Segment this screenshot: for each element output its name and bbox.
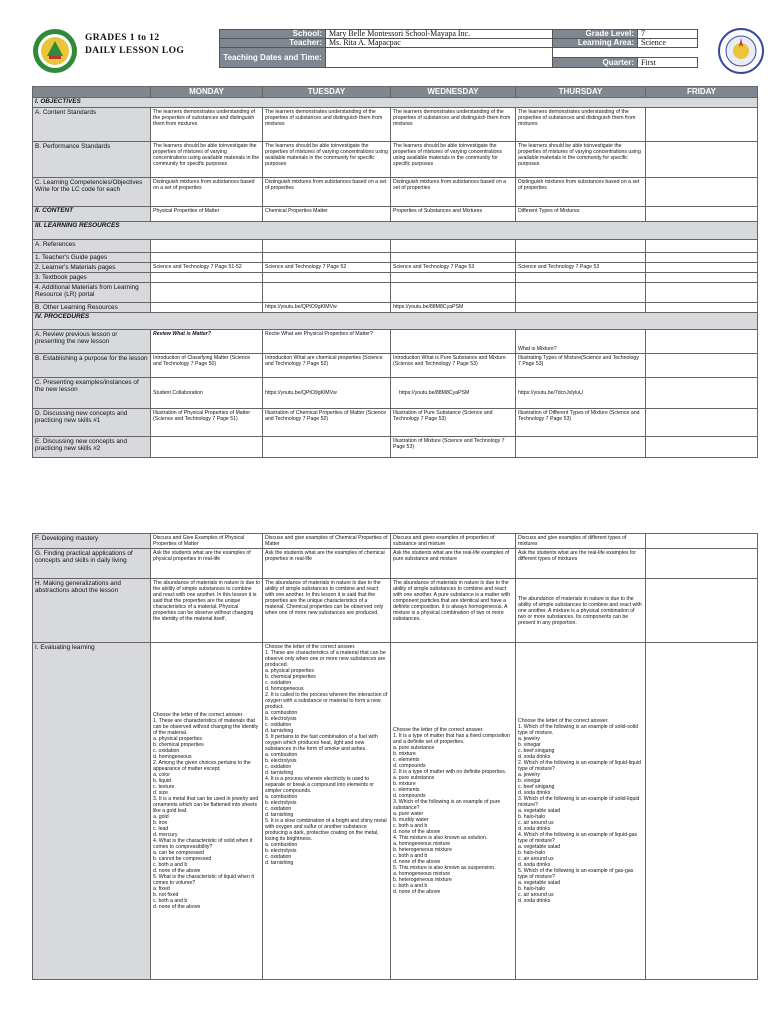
cell-wed: The learners should be able toinvestigate the properties of mixtures of varying concentrations using available materials in the community for specific purposes xyxy=(391,142,516,178)
grade-value: 7 xyxy=(638,30,698,39)
cell-mon: Physical Properties of Matter xyxy=(151,207,263,222)
row-label: 2. Learner's Materials pages xyxy=(33,263,151,273)
row-label: D. Discussing new concepts and practicing new skills #1 xyxy=(33,409,151,437)
cell-thu: The learners demonstrates understanding of the properties of substances and distinguish them from mixtures xyxy=(516,108,646,142)
row-label: A. Content Standards xyxy=(33,108,151,142)
grade-label: Grade Level: xyxy=(553,30,638,39)
review-row xyxy=(33,330,758,354)
cell-wed: Distinguish mixtures from substances based on a set of properties xyxy=(391,178,516,207)
cell-mon: The learners should be able toinvestigate the properties of mixtures of varying concentrations using available materials in the community for specific purposes xyxy=(151,142,263,178)
cell-thu: Illustrating Types of Mixture(Science and Technology 7 Page 53) xyxy=(516,354,646,378)
teacher-value: Ms. Rita A. Mapacpac xyxy=(326,39,553,48)
cell-wed[interactable]: https://youtu.be/88M8CyaPSM xyxy=(391,303,516,313)
cell-thu xyxy=(516,437,646,458)
presenting-row xyxy=(33,378,758,409)
cell-tue: Chemical Properties Matter xyxy=(263,207,391,222)
performance-standards-row xyxy=(33,142,758,178)
day-tuesday: TUESDAY xyxy=(263,87,391,98)
cell-wed: Science and Technology 7 Page 53 xyxy=(391,263,516,273)
cell-tue: Science and Technology 7 Page 52 xyxy=(263,263,391,273)
cell-tue: Recite What are Physical Properties of Matter? xyxy=(263,330,391,354)
department-seal-icon xyxy=(718,28,764,74)
lm-pages-row xyxy=(33,263,758,273)
content-row xyxy=(33,207,758,222)
cell-tue: The learners demonstrates understanding of the properties of substances and distinguish them from mixtures xyxy=(263,108,391,142)
day-header-row xyxy=(33,87,758,98)
discussing2-row xyxy=(33,437,758,458)
cell-fri xyxy=(646,207,758,222)
cell-tue: Distinguish mixtures from substances based on a set of properties xyxy=(263,178,391,207)
cell-wed: The abundance of materials in nature is due to the ability of simple substances to combine and react with one another. A pure substance is a matter with component particles that are identical and have a definite composition. It is always homogeneous. A mixture is a physical combination of two or more substances. xyxy=(391,579,516,643)
lesson-log-table-bottom xyxy=(32,533,758,980)
cell-wed xyxy=(391,330,516,354)
row-label: I. Evaluating learning xyxy=(33,643,151,980)
lesson-log-table-top xyxy=(32,86,758,458)
row-label: 4. Additional Materials from Learning Resource (LR) portal xyxy=(33,283,151,303)
row-label: B. Other Learning Resources xyxy=(33,303,151,313)
cell-mon: Science and Technology 7 Page 51-52 xyxy=(151,263,263,273)
cell-thu: Distinguish mixtures from substances based on a set of properties xyxy=(516,178,646,207)
cell-wed: Illustration of Pure Substance (Science and Technology 7 Page 53) xyxy=(391,409,516,437)
cell-tue: Choose the letter of the correct answer. 1. These are characteristics of a material that can be observe only when one or more new substances are produced. a. physical properties b. chemical properties c. oxidation d. homogeneous 2. It is called to the process wherein the interaction of oxygen with a substance or material to form a new product. a. combustion b. electrolysis c. oxidation d. tarnishing 3. It pertains to the fast combination of a fuel with oxygen which produces heat, light and new substances in the form of smoke and ashes. a. combustion b. electrolysis c. oxidation d. tarnishing 4. It is a process wherein electricity is used to separate or break a compound into elements or simpler compounds. a. combustion b. electrolysis c. oxidation d. tarnishing 5. It is a slow combination of a bright and shiny metal with oxygen and sulfur or another substance producing a dark, protective coating on the metal, losing its brightness. a. combustion b. electrolysis c. oxidation d. tarnishing xyxy=(263,643,391,980)
cell-mon: Introduction of Classifying Matter (Science and Technology 7 Page 50) xyxy=(151,354,263,378)
header-info-table xyxy=(219,29,698,68)
cell-wed: Properties of Substances and Mixtures xyxy=(391,207,516,222)
cell-tue: Discuss and give examples of Chemical Properties of Matter xyxy=(263,534,391,549)
cell-thu: Science and Technology 7 Page 53 xyxy=(516,263,646,273)
procedures-heading: IV. PROCEDURES xyxy=(33,313,758,330)
cell-wed: The learners demonstrates understanding of the properties of substances and distinguish them from mixtures xyxy=(391,108,516,142)
content-heading: II. CONTENT xyxy=(33,207,151,222)
objectives-heading: I. OBJECTIVES xyxy=(33,98,758,108)
cell-tue: Illustration of Chemical Properties of Matter (Science and Technology 7 Page 52) xyxy=(263,409,391,437)
day-friday: FRIDAY xyxy=(646,87,758,98)
day-wednesday: WEDNESDAY xyxy=(391,87,516,98)
row-label: 3. Textbook pages xyxy=(33,273,151,283)
cell-wed[interactable]: https://youtu.be/88M8CyaPSM xyxy=(391,378,516,409)
dates-value xyxy=(326,48,553,68)
school-label: School: xyxy=(220,30,326,39)
cell-thu: Discuss and give examples of different types of mixtures xyxy=(516,534,646,549)
log-title xyxy=(85,32,184,58)
cell-wed: Ask the students what are the real-life examples of pure substance and mixture xyxy=(391,549,516,579)
row-label: B. Establishing a purpose for the lesson xyxy=(33,354,151,378)
row-label: C. Presenting examples/instances of the new lesson xyxy=(33,378,151,409)
objectives-section-row xyxy=(33,98,758,108)
school-value: Mary Belle Montessori School-Mayapa Inc. xyxy=(326,30,553,39)
day-thursday: THURSDAY xyxy=(516,87,646,98)
cell-tue: The learners should be able toinvestigate the properties of mixtures of varying concentrations using available materials in the community for specific purposes xyxy=(263,142,391,178)
title-line2: DAILY LESSON LOG xyxy=(85,46,185,56)
row-label: 1. Teacher's Guide pages xyxy=(33,253,151,263)
deped-seal-icon xyxy=(32,28,78,74)
generalizations-row xyxy=(33,579,758,643)
cell-mon xyxy=(151,437,263,458)
row-label: G. Finding practical applications of concepts and skills in daily living xyxy=(33,549,151,579)
teacher-label: Teacher: xyxy=(220,39,326,48)
row-label: E. Discussing new concepts and practicing new skills #2 xyxy=(33,437,151,458)
quarter-value: First xyxy=(638,58,698,68)
cell-fri xyxy=(646,643,758,980)
additional-materials-row xyxy=(33,283,758,303)
cell-fri xyxy=(646,108,758,142)
cell-wed: Choose the letter of the correct answer. 1. It is a type of matter that has a fixed composition and a definite set of properties. a. pure substance b. mixture c. elements d. compounds 2. It is a type of matter with no definite properties. a. pure substance b. mixture c. elements d. compounds 3. Which of the following is an example of pure substance? a. pure water b. muddy water c. both a and b d. none of the above 4. This mixture is also known as solution. a. homogeneous mixture b. heterogeneous mixture c. both a and b d. none of the above 5. This mixture is also known as suspension. a. homogeneous mixture b. heterogeneous mixture c. both a and b d. none of the above xyxy=(391,643,516,980)
cell-wed: Discuss and gives examples of properties of substance and mixture xyxy=(391,534,516,549)
cell-tue[interactable]: https://youtu.be/QPtO9gKlMVw xyxy=(263,303,391,313)
discussing1-row xyxy=(33,409,758,437)
day-monday: MONDAY xyxy=(151,87,263,98)
resources-section-row xyxy=(33,222,758,240)
row-label: A. References xyxy=(33,240,151,253)
title-line1: GRADES 1 to 12 xyxy=(85,33,160,43)
cell-mon: Illustration of Physical Properties of Matter (Science and Technology 7 Page 51) xyxy=(151,409,263,437)
cell-mon: Distinguish mixtures from substances based on a set of properties xyxy=(151,178,263,207)
cell-mon: Choose the letter of the correct answer. 1. These are characteristics of materials that can be observed without changing the identity of the material. a. physical properties b. chemical properties c. oxidation d. homogeneous 2. Among the given choices pertains to the appearance of matter except; a. color b. liquid c. texture d. size 3. It is a metal that can be used in jewelry and ornaments which can be flattened into sheets like a gold leaf. a. gold b. iron c. lead d. mercury 4. What is the characteristic of solid when it comes to compressibility? a. can be compressed b. cannot be compressed c. both a and b d. none of the above 5. What is the characteristic of liquid when it comes to volume? a. fixed b. not fixed c. both a and b d. none of the above xyxy=(151,643,263,980)
row-label: A. Review previous lesson or presenting the new lesson xyxy=(33,330,151,354)
other-resources-row xyxy=(33,303,758,313)
row-label: C. Learning Competencies/Objectives Write for the LC code for each xyxy=(33,178,151,207)
cell-mon: The abundance of materials in nature is due to the ability of simple substances to combine and react with one another. In this lesson it is said that the properties are the unique characteristics of a material. Physical properties can be observe without changing the identity of the material itself. xyxy=(151,579,263,643)
cell-tue: The abundance of materials in nature is due to the ability of simple substances to combine and react with one another. In this lesson it is said that the properties are the unique characteristics of a material. Chemical properties can be observed only when one of more new substances are produced. xyxy=(263,579,391,643)
cell-thu: Ask the students what are the real-life examples for different types of mixtures xyxy=(516,549,646,579)
cell-fri xyxy=(646,142,758,178)
cell-wed: Introduction What is Pure Substance and Mixture (Science and Technology 7 Page 53) xyxy=(391,354,516,378)
applications-row xyxy=(33,549,758,579)
cell-thu: Illustration of Different Types of Mixture (Science and Technology 7 Page 53) xyxy=(516,409,646,437)
cell-mon: The learners demonstrates understanding of the properties of substances and distinguish them from mixtures xyxy=(151,108,263,142)
cell-mon: Review What is Matter? xyxy=(151,330,263,354)
area-label: Learning Area: xyxy=(553,39,638,48)
cell-mon: Student Collaboration xyxy=(151,378,263,409)
tg-pages-row xyxy=(33,253,758,263)
quarter-label: Quarter: xyxy=(553,58,638,68)
procedures-section-row xyxy=(33,313,758,330)
references-row xyxy=(33,240,758,253)
cell-tue: Ask the students what are the examples of chemical properties in real-life xyxy=(263,549,391,579)
cell-tue xyxy=(263,437,391,458)
area-value: Science xyxy=(638,39,698,48)
cell-tue: Introduction What are chemical properties (Science and Technology 7 Page 52) xyxy=(263,354,391,378)
evaluating-row xyxy=(33,643,758,980)
resources-heading: III. LEARNING RESOURCES xyxy=(33,222,758,240)
cell-thu[interactable]: https://youtu.be/7dcnJxlyluU xyxy=(516,378,646,409)
competencies-row xyxy=(33,178,758,207)
row-label: F. Developing mastery xyxy=(33,534,151,549)
cell-mon: Ask the students what are the examples of physical properties in real-life xyxy=(151,549,263,579)
cell-mon: Discuss and Give Examples of Physical Properties of Matter xyxy=(151,534,263,549)
cell-thu: Choose the letter of the correct answer. 1. Which of the following is an example of solid-solid type of mixture. a. jewelry b. vinegar c. beef sinigang d. soda drinks 2. Which of the following is an example of liquid-liquid type of mixture? a. jewelry b. vinegar c. beef sinigang d. soda drinks 3. Which of the following is an example of solid-liquid mixture? a. vegetable salad b. halo-halo c. air around us d. soda drinks 4. Which of the following is an example of liquid-gas type of mixture? a. vegetable salad b. halo-halo c. air around us d. soda drinks 5. Which of the following is an example of gas-gas type of mixture? a. vegetable salad b. halo-halo c. air around us d. soda drinks xyxy=(516,643,646,980)
cell-thu: Different Types of Mixtures xyxy=(516,207,646,222)
cell-thu: The abundance of materials in nature is due to the ability of simple substances to combine and react with one another. A mixture is a physical combination of two or more substances. Its components can be present in any proportion. xyxy=(516,579,646,643)
row-label: B. Performance Standards xyxy=(33,142,151,178)
cell-thu: What is Mixture? xyxy=(516,330,646,354)
mastery-row xyxy=(33,534,758,549)
row-label: H. Making generalizations and abstractions about the lesson xyxy=(33,579,151,643)
cell-fri xyxy=(646,178,758,207)
cell-wed: Illustration of Mixture (Science and Technology 7 Page 53) xyxy=(391,437,516,458)
cell-tue[interactable]: https://youtu.be/QPtO9gKlMVw xyxy=(263,378,391,409)
cell-thu: The learners should be able toinvestigate the properties of mixtures of varying concentrations using available materials in the community for specific purposes xyxy=(516,142,646,178)
purpose-row xyxy=(33,354,758,378)
textbook-pages-row xyxy=(33,273,758,283)
dates-label: Teaching Dates and Time: xyxy=(220,48,326,68)
content-standards-row xyxy=(33,108,758,142)
